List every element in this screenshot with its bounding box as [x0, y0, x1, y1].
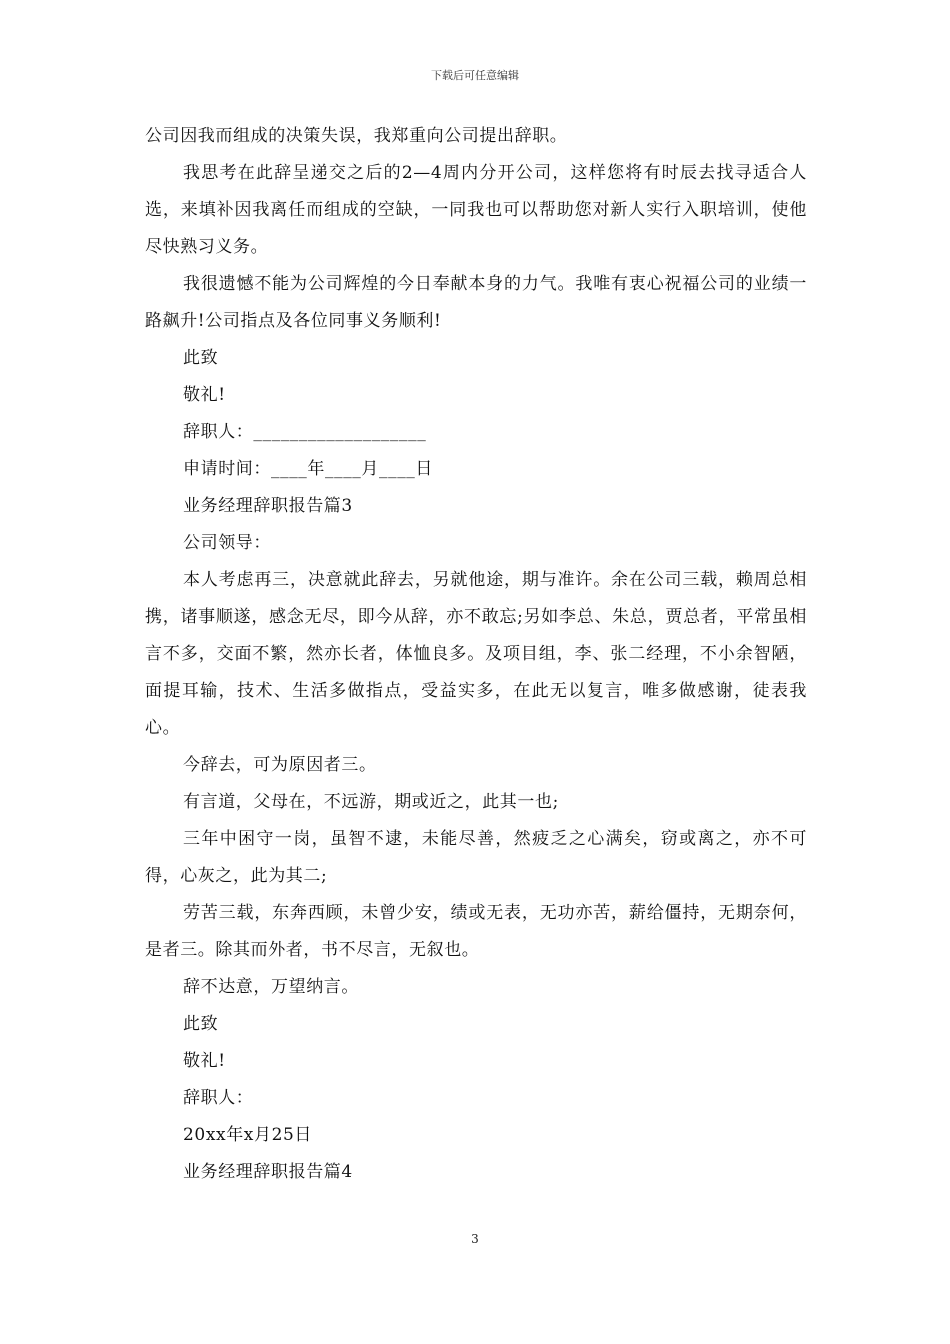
document-body [145, 118, 807, 1191]
date-line: 20xx年x月25日 [183, 1125, 313, 1145]
date-line: 申请时间：____年____月____日 [183, 459, 433, 479]
salutation: 敬礼! [183, 385, 226, 405]
paragraph: 今辞去，可为原因者三。 [183, 755, 377, 775]
closing-line: 此致 [183, 1014, 219, 1034]
paragraph: 我思考在此辞呈递交之后的2—4周内分开公司，这样您将有时辰去找寻适合人选，来填补因我离任而组成的空缺，一同我也可以帮助您对新人实行入职培训，使他尽快熟习义务。 [145, 163, 807, 257]
paragraph: 三年中困守一岗，虽智不逮，未能尽善，然疲乏之心满矣，窃或离之，亦不可得，心灰之，此为其二; [145, 829, 807, 886]
paragraph: 劳苦三载，东奔西顾，未曾少安，绩或无表，无功亦苦，薪给僵持，无期奈何，是者三。除其而外者，书不尽言，无叙也。 [145, 903, 807, 960]
section-title: 业务经理辞职报告篇3 [183, 496, 353, 516]
page-number: 3 [471, 1232, 479, 1246]
page-header: 下载后可任意编辑 [431, 69, 519, 82]
section-title: 业务经理辞职报告篇4 [183, 1162, 353, 1182]
paragraph: 本人考虑再三，决意就此辞去，另就他途，期与准许。余在公司三载，赖周总相携，诸事顺遂，感念无尽，即今从辞，亦不敢忘;另如李总、朱总，贾总者，平常虽相言不多，交面不繁，然亦长者，体恤良多。及项目组，李、张二经理，不小余智陋，面提耳输，技术、生活多做指点，受益实多，在此无以复言，唯多做感谢，徒表我心。 [145, 570, 807, 738]
signature-line: 辞职人： [183, 1088, 254, 1108]
greeting: 公司领导： [183, 533, 271, 553]
paragraph: 公司因我而组成的决策失误，我郑重向公司提出辞职。 [145, 126, 568, 146]
paragraph: 有言道，父母在，不远游，期或近之，此其一也; [183, 792, 559, 812]
paragraph: 我很遗憾不能为公司辉煌的今日奉献本身的力气。我唯有衷心祝福公司的业绩一路飙升!公司指点及各位同事义务顺利! [145, 274, 807, 331]
paragraph: 辞不达意，万望纳言。 [183, 977, 359, 997]
closing-line: 此致 [183, 348, 219, 368]
signature-line: 辞职人：___________________ [183, 422, 427, 442]
salutation: 敬礼! [183, 1051, 226, 1071]
